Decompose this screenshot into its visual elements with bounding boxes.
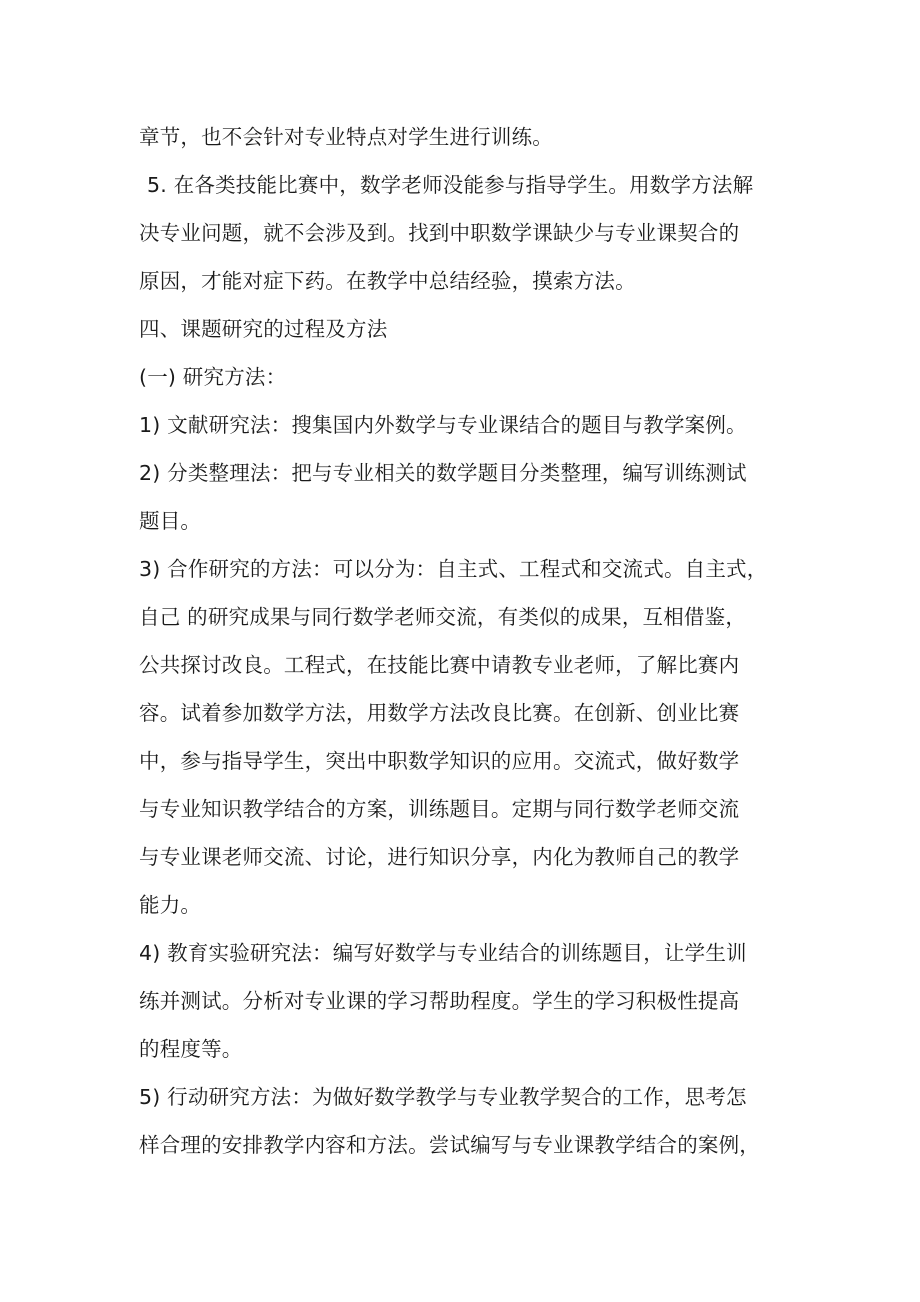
text-line: 容。试着参加数学方法，用数学方法改良比赛。在创新、创业比赛 <box>139 701 740 725</box>
text-line: 与专业知识教学结合的方案，训练题目。定期与同行数学老师交流 <box>139 797 740 821</box>
text-line: 题目。 <box>139 509 202 533</box>
text-line: 与专业课老师交流、讨论，进行知识分享，内化为教师自己的教学 <box>139 845 740 869</box>
subsection-heading: (一) 研究方法： <box>139 365 287 389</box>
text-line: 练并测试。分析对专业课的学习帮助程度。学生的学习积极性提高 <box>139 989 740 1013</box>
section-heading: 四、课题研究的过程及方法 <box>139 317 388 341</box>
text-line: 1) 文献研究法：搜集国内外数学与专业课结合的题目与教学案例。 <box>139 413 747 437</box>
text-line: 的程度等。 <box>139 1037 243 1061</box>
text-line: 3) 合作研究的方法：可以分为：自主式、工程式和交流式。自主式， <box>139 557 768 581</box>
text-line: 5. 在各类技能比赛中，数学老师没能参与指导学生。用数学方法解 <box>147 173 754 197</box>
text-line: 公共探讨改良。工程式，在技能比赛中请教专业老师，了解比赛内 <box>139 653 740 677</box>
text-line: 4) 教育实验研究法：编写好数学与专业结合的训练题目，让学生训 <box>139 941 747 965</box>
text-line: 决专业问题，就不会涉及到。找到中职数学课缺少与专业课契合的 <box>139 221 740 245</box>
text-line: 原因，才能对症下药。在教学中总结经验，摸索方法。 <box>139 269 636 293</box>
text-line: 5) 行动研究方法：为做好数学教学与专业教学契合的工作，思考怎 <box>139 1085 747 1109</box>
text-line: 自己 的研究成果与同行数学老师交流，有类似的成果，互相借鉴， <box>139 605 747 629</box>
text-line: 能力。 <box>139 893 202 917</box>
text-line: 章节，也不会针对专业特点对学生进行训练。 <box>139 125 553 149</box>
text-line: 中，参与指导学生，突出中职数学知识的应用。交流式，做好数学 <box>139 749 740 773</box>
text-line: 样合理的安排教学内容和方法。尝试编写与专业课教学结合的案例， <box>139 1133 760 1157</box>
text-line: 2) 分类整理法：把与专业相关的数学题目分类整理，编写训练测试 <box>139 461 747 485</box>
